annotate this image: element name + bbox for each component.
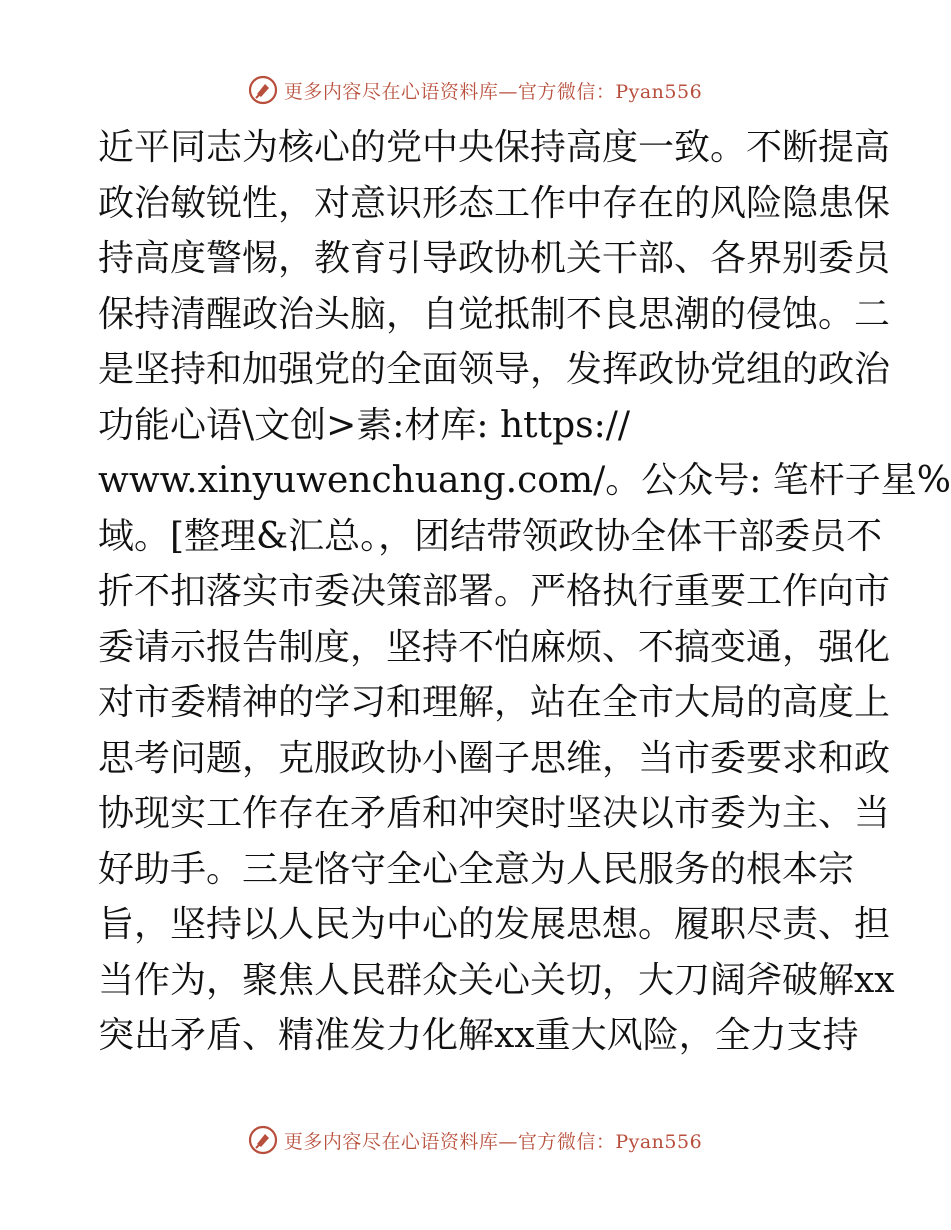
body-line: 持高度警惕，教育引导政协机关干部、各界别委员 [98,238,891,279]
body-line: 当作为，聚焦人民群众关心关切，大刀阔斧破解xx [98,959,895,1001]
body-line: 好助手。三是恪守全心全意为人民服务的根本宗 [98,848,855,890]
header-banner-text: 更多内容尽在心语资料库—官方微信：Pyan556 [283,80,703,103]
body-line: 是坚持和加强党的全面领导，发挥政协党组的政治 [98,349,891,390]
body-line: 政治敏锐性，对意识形态工作中存在的风险隐患保 [98,182,891,224]
body-line: 委请示报告制度，坚持不怕麻烦、不搞变通，强化 [98,626,891,668]
body-line: 折不扣落实市委决策部署。严格执行重要工作向市 [98,571,891,612]
body-line: 域。[整理&汇总。，团结带领政协全体干部委员不 [98,515,883,557]
body-line: 对市委精神的学习和理解，站在全市大局的高度上 [98,682,891,723]
body-line: 功能心语\文创>素:材库: https:// [98,404,631,446]
document-body [98,120,951,1064]
body-line: 近平同志为核心的党中央保持高度一致。不断提高 [98,127,891,168]
footer-banner-text: 更多内容尽在心语资料库—官方微信：Pyan556 [283,1130,703,1153]
body-line: www.xinyuwenchuang.com/。公众号: 笔杆子星% [98,460,951,501]
body-line: 思考问题，克服政协小圈子思维，当市委要求和政 [98,737,891,779]
brand-logo-icon [248,75,278,105]
body-line: 协现实工作存在矛盾和冲突时坚决以市委为主、当 [98,793,891,834]
brand-logo-icon [248,1125,278,1155]
header-banner [0,72,950,108]
body-line: 旨，坚持以人民为中心的发展思想。履职尽责、担 [98,904,891,945]
body-line: 突出矛盾、精准发力化解xx重大风险，全力支持 [98,1015,859,1056]
body-line: 保持清醒政治头脑，自觉抵制不良思潮的侵蚀。二 [98,293,891,335]
footer-banner [0,1122,950,1158]
